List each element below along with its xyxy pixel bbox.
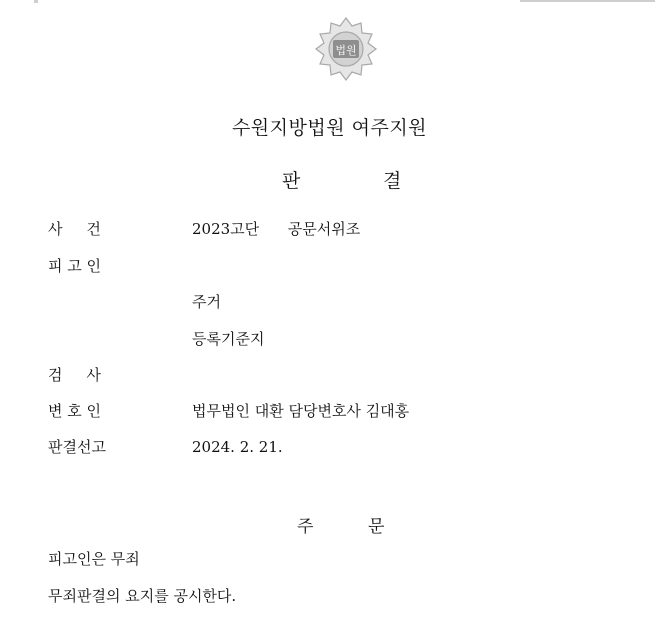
field-label-sentencing-date: 판결선고 <box>48 438 106 456</box>
field-label-defendant: 피 고 인 <box>48 257 102 275</box>
scan-mark-left <box>34 0 38 3</box>
doc-title-char-2: 결 <box>383 170 402 192</box>
field-value-address: 주거 <box>192 293 221 311</box>
doc-title <box>282 166 300 193</box>
court-name: 수원지방법원 여주지원 <box>231 117 428 139</box>
seal-text: 법원 <box>335 44 357 57</box>
field-label-prosecutor: 검 사 <box>48 366 101 384</box>
doc-title-char-1: 판 <box>282 170 301 192</box>
doc-title-char-2-wrap <box>383 166 401 193</box>
field-label-case: 사 건 <box>48 220 101 238</box>
court-seal-icon <box>306 12 386 82</box>
field-label-counsel: 변 호 인 <box>48 402 102 420</box>
order-line-1: 피고인은 무죄 <box>48 550 140 568</box>
field-value-registration: 등록기준지 <box>192 330 265 348</box>
section-title-char-2: 문 <box>368 517 385 537</box>
order-line-2: 무죄판결의 요지를 공시한다. <box>48 587 237 605</box>
field-value-counsel: 법무법인 대환 담당변호사 김대홍 <box>192 402 410 420</box>
field-value-case: 2023고단 공문서위조 <box>192 220 361 238</box>
field-value-sentencing-date: 2024. 2. 21. <box>192 438 283 456</box>
scan-mark-right <box>520 0 655 2</box>
section-title-char-1: 주 <box>297 517 314 537</box>
